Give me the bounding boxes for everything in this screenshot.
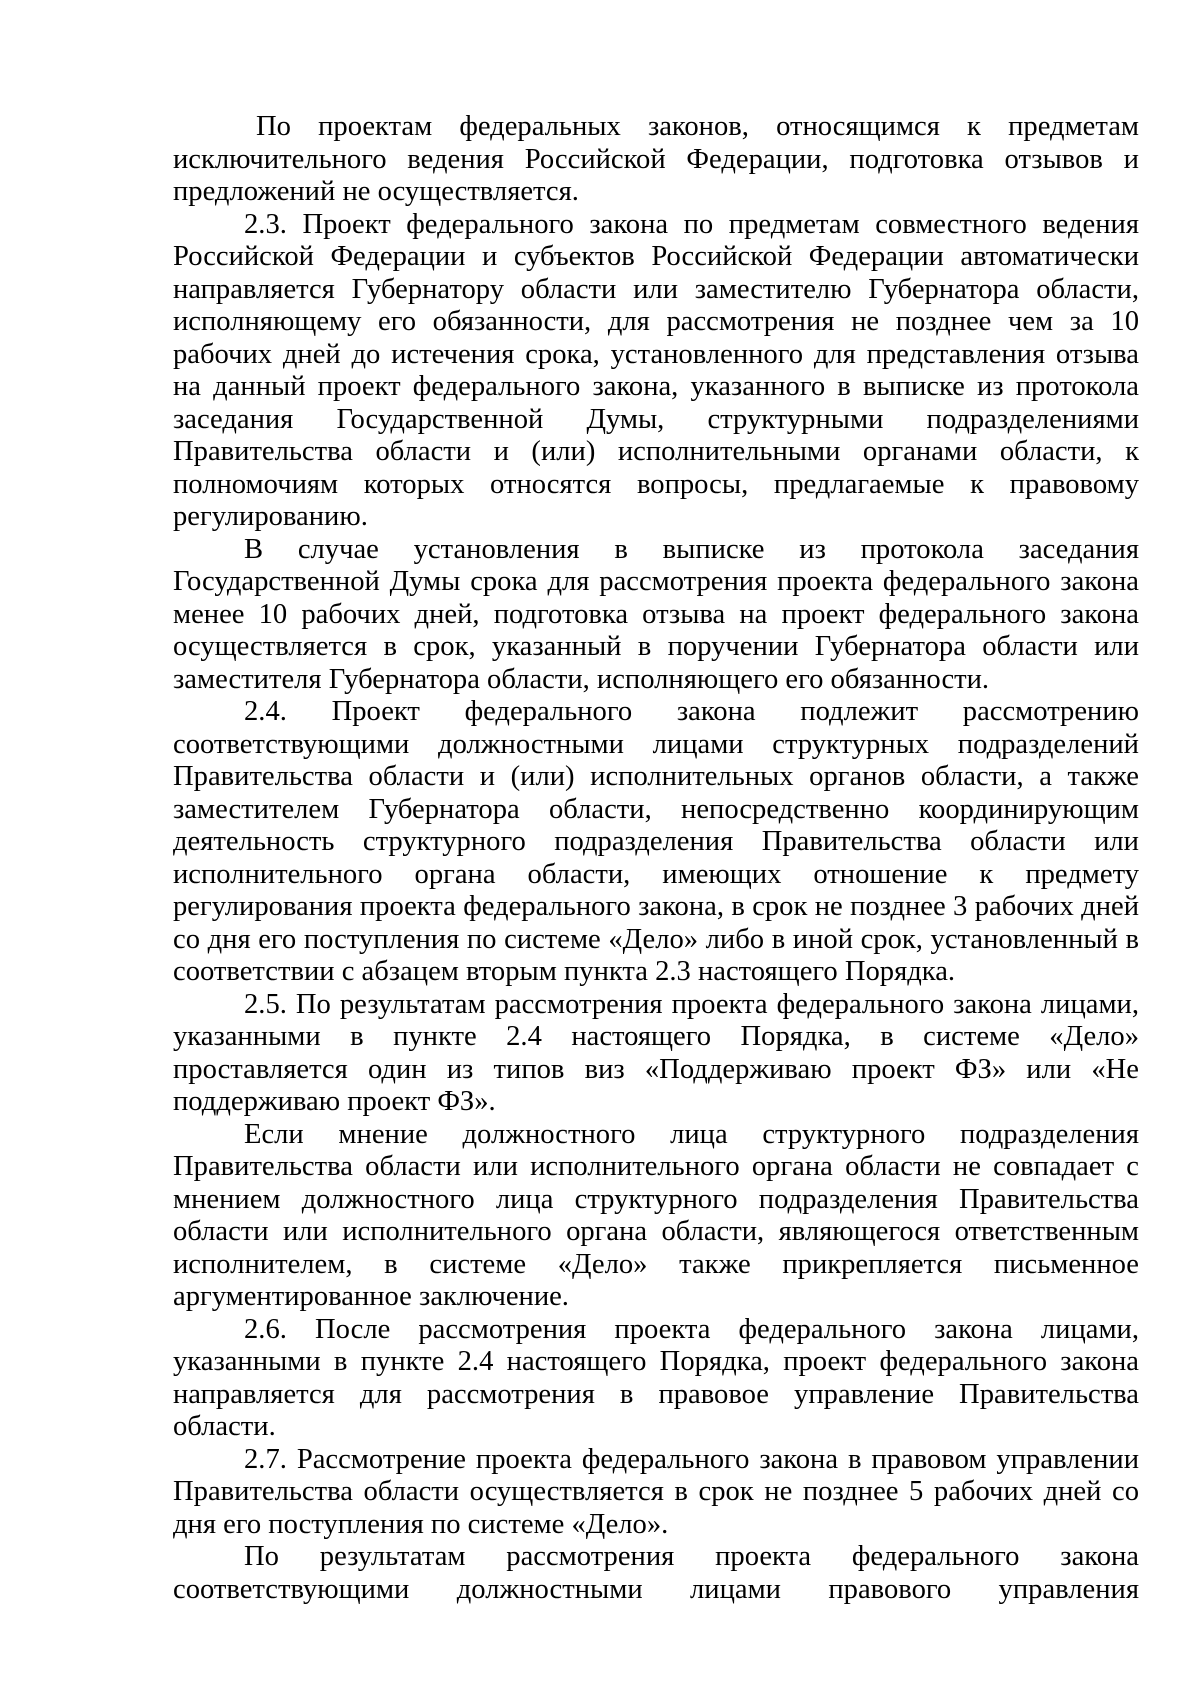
paragraph-2-5-disagreement: Если мнение должностного лица структурного подразделения Правительства области или исполнительного органа области не совпадает с мнением должностного лица структурного подразделения Правительства области или исполнительного органа области, являющегося ответственным исполнителем, в системе «Дело» также прикрепляется письменное аргументированное заключение. — [173, 1118, 1139, 1312]
document-body — [173, 111, 1139, 1606]
paragraph-2-4: 2.4. Проект федерального закона подлежит рассмотрению соответствующими должностными лицами структурных подразделений Правительства области и (или) исполнительных органов области, а также заместителем Губернатора области, непосредственно координирующим деятельность структурного подразделения Правительства области или исполнительного органа области, имеющих отношение к предмету регулирования проекта федерального закона, в срок не позднее 3 рабочих дней со дня его поступления по системе «Дело» либо в иной срок, установленный в соответствии с абзацем вторым пункта 2.3 настоящего Порядка. — [173, 696, 1139, 987]
paragraph-2-3-deadline: В случае установления в выписке из протокола заседания Государственной Думы срока для рассмотрения проекта федерального закона менее 10 рабочих дней, подготовка отзыва на проект федерального закона осуществляется в срок, указанный в поручении Губернатора области или заместителя Губернатора области, исполняющего его обязанности. — [173, 533, 1139, 695]
paragraph-2-3: 2.3. Проект федерального закона по предметам совместного ведения Российской Федерации и субъектов Российской Федерации автоматически направляется Губернатору области или заместителю Губернатора области, исполняющему его обязанности, для рассмотрения не позднее чем за 10 рабочих дней до истечения срока, установленного для представления отзыва на данный проект федерального закона, указанного в выписке из протокола заседания Государственной Думы, структурными подразделениями Правительства области и (или) исполнительными органами области, к полномочиям которых относятся вопросы, предлагаемые к правовому регулированию. — [173, 208, 1139, 532]
paragraph-2-7: 2.7. Рассмотрение проекта федерального закона в правовом управлении Правительства области осуществляется в срок не позднее 5 рабочих дней со дня его поступления по системе «Дело». — [173, 1443, 1139, 1540]
paragraph-exclusive-jurisdiction: По проектам федеральных законов, относящимся к предметам исключительного ведения Российской Федерации, подготовка отзывов и предложений не осуществляется. — [173, 111, 1139, 207]
paragraph-2-6: 2.6. После рассмотрения проекта федерального закона лицами, указанными в пункте 2.4 настоящего Порядка, проект федерального закона направляется для рассмотрения в правовое управление Правительства области. — [173, 1313, 1139, 1442]
paragraph-2-7-results: По результатам рассмотрения проекта федерального закона соответствующими должностными лицами правового управления — [173, 1541, 1139, 1605]
paragraph-2-5: 2.5. По результатам рассмотрения проекта федерального закона лицами, указанными в пункте 2.4 настоящего Порядка, в системе «Дело» проставляется один из типов виз «Поддерживаю проект ФЗ» или «Не поддерживаю проект ФЗ». — [173, 988, 1139, 1117]
